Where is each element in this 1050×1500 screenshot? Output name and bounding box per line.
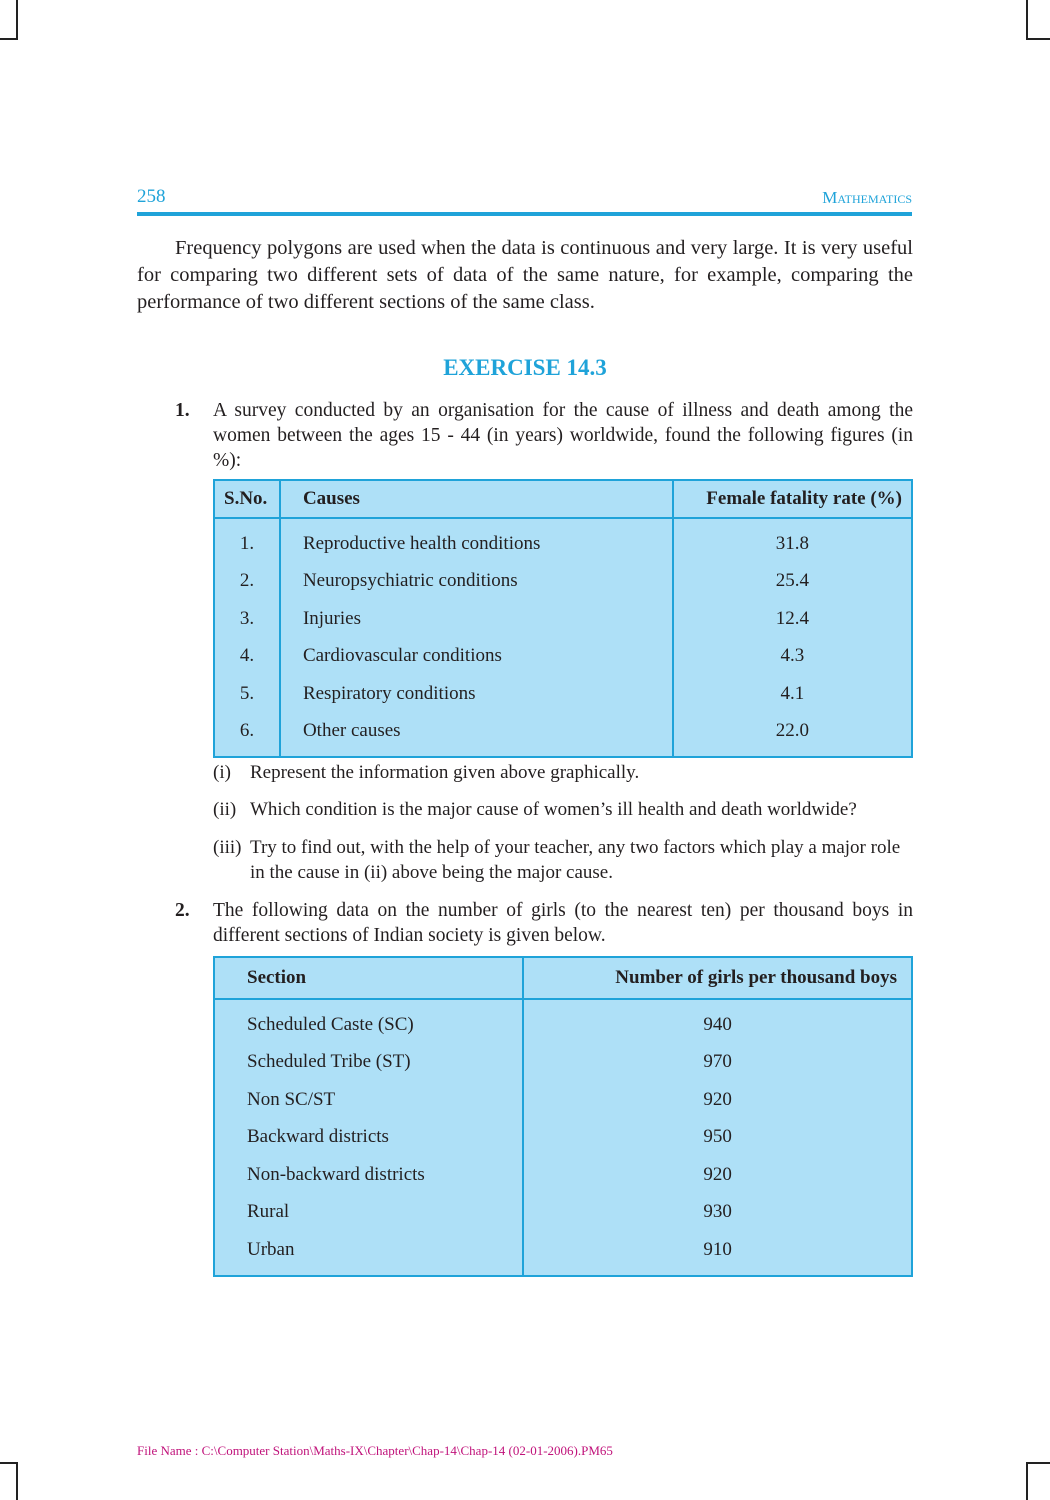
question-number: 1.: [175, 400, 190, 421]
cell-girls: 970: [523, 1044, 912, 1082]
cell-rate: 22.0: [673, 713, 912, 758]
table-row: [214, 638, 912, 676]
cell-section: Scheduled Caste (SC): [214, 999, 523, 1044]
file-name-footer: File Name : C:\Computer Station\Maths-IX\Chapter\Chap-14\Chap-14 (02-01-2006).PM65: [137, 1443, 613, 1458]
cell-section: Backward districts: [214, 1119, 523, 1157]
cell-section: Urban: [214, 1231, 523, 1276]
cell-girls: 920: [523, 1156, 912, 1194]
cell-rate: 25.4: [673, 563, 912, 601]
intro-text: Frequency polygons are used when the data is continuous and very large. It is very useful for comparing two different sets of data of the same nature, for example, comparing the performance of two different sections of the same class.: [137, 237, 913, 313]
crop-mark-top-right-h: [1026, 38, 1050, 40]
col-header-causes: Causes: [280, 480, 673, 518]
cell-girls: 920: [523, 1081, 912, 1119]
crop-mark-bottom-right-h: [1026, 1462, 1050, 1464]
cell-cause: Other causes: [280, 713, 673, 758]
question-2: [175, 898, 913, 948]
cell-cause: Cardiovascular conditions: [280, 638, 673, 676]
sub-question-text: Represent the information given above graphically.: [250, 762, 640, 783]
crop-mark-bottom-right: [1026, 1462, 1028, 1500]
cell-cause: Reproductive health conditions: [280, 518, 673, 563]
table-row: [214, 1044, 912, 1082]
crop-mark-bottom-left-h: [0, 1462, 18, 1464]
page-number: 258: [137, 186, 166, 207]
col-header-rate: Female fatality rate (%): [673, 480, 912, 518]
cell-cause: Injuries: [280, 600, 673, 638]
col-header-sno: S.No.: [214, 480, 280, 518]
table-row: [214, 600, 912, 638]
table-row: [214, 999, 912, 1044]
table-header-row: [214, 957, 912, 999]
cell-rate: 31.8: [673, 518, 912, 563]
cell-section: Non-backward districts: [214, 1156, 523, 1194]
question-text: The following data on the number of girls (to the nearest ten) per thousand boys in different sections of Indian society is given below.: [213, 900, 913, 946]
cell-section: Non SC/ST: [214, 1081, 523, 1119]
fatality-table: [213, 479, 913, 758]
cell-rate: 4.1: [673, 675, 912, 713]
sub-question-text: Which condition is the major cause of women’s ill health and death worldwide?: [250, 799, 857, 820]
sub-question-ii: [213, 797, 913, 822]
sub-question-iii: [213, 835, 913, 885]
sub-question-label: (i): [213, 762, 231, 783]
crop-mark-top-left: [16, 0, 18, 40]
cell-sno: 1.: [214, 518, 280, 563]
cell-rate: 4.3: [673, 638, 912, 676]
cell-sno: 3.: [214, 600, 280, 638]
table-header-row: [214, 480, 912, 518]
table-row: [214, 1231, 912, 1276]
sub-question-i: [213, 760, 913, 785]
col-header-section: Section: [214, 957, 523, 999]
cell-section: Scheduled Tribe (ST): [214, 1044, 523, 1082]
crop-mark-top-right: [1026, 0, 1028, 40]
cell-sno: 5.: [214, 675, 280, 713]
cell-girls: 930: [523, 1194, 912, 1232]
col-header-girls: Number of girls per thousand boys: [523, 957, 912, 999]
table-row: [214, 1194, 912, 1232]
table-row: [214, 713, 912, 758]
sex-ratio-table: [213, 956, 913, 1277]
cell-sno: 2.: [214, 563, 280, 601]
sub-question-label: (ii): [213, 799, 237, 820]
table-row: [214, 563, 912, 601]
table-row: [214, 518, 912, 563]
cell-cause: Neuropsychiatric conditions: [280, 563, 673, 601]
cell-sno: 6.: [214, 713, 280, 758]
exercise-title: EXERCISE 14.3: [443, 355, 607, 380]
running-head: Mathematics: [822, 188, 912, 207]
cell-girls: 910: [523, 1231, 912, 1276]
cell-rate: 12.4: [673, 600, 912, 638]
intro-paragraph: [137, 235, 913, 316]
table-row: [214, 675, 912, 713]
question-number: 2.: [175, 900, 190, 921]
cell-cause: Respiratory conditions: [280, 675, 673, 713]
sub-question-text: Try to find out, with the help of your teacher, any two factors which play a major role in the cause in (ii) above being the major cause.: [250, 837, 901, 883]
table-row: [214, 1156, 912, 1194]
cell-sno: 4.: [214, 638, 280, 676]
table-row: [214, 1119, 912, 1157]
header-rule: [137, 212, 912, 216]
question-1: [175, 398, 913, 473]
crop-mark-top-left-h: [0, 38, 18, 40]
sub-question-label: (iii): [213, 837, 242, 858]
cell-section: Rural: [214, 1194, 523, 1232]
crop-mark-bottom-left: [16, 1462, 18, 1500]
table-row: [214, 1081, 912, 1119]
cell-girls: 950: [523, 1119, 912, 1157]
question-text: A survey conducted by an organisation for the cause of illness and death among the women between the ages 15 - 44 (in years) worldwide, found the following figures (in %):: [213, 400, 913, 471]
cell-girls: 940: [523, 999, 912, 1044]
